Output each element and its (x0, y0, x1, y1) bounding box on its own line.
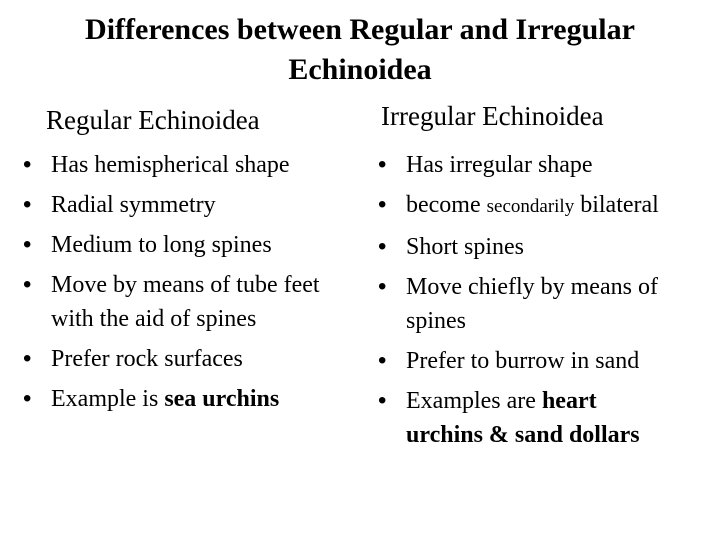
item-text: Has irregular shape (406, 152, 593, 178)
bullet-icon: • (378, 191, 387, 218)
item-text-continued: with the aid of spines (51, 306, 257, 332)
slide-title: Differences between Regular and Irregular Echinoidea (85, 13, 635, 86)
bullet-icon: • (23, 151, 32, 178)
irregular-item-movement (378, 267, 718, 341)
irregular-item-shape (378, 145, 718, 185)
regular-item-symmetry (23, 185, 373, 225)
bullet-icon: • (23, 345, 32, 372)
regular-item-shape (23, 145, 373, 185)
item-text: Radial symmetry (51, 192, 216, 218)
item-text: become (406, 192, 487, 218)
bullet-icon: • (378, 151, 387, 178)
item-text: Medium to long spines (51, 232, 272, 258)
irregular-heading: Irregular Echinoidea (381, 101, 604, 131)
item-text-end: bilateral (574, 192, 659, 218)
bullet-icon: • (23, 231, 32, 258)
item-text: Short spines (406, 234, 525, 260)
regular-item-example (23, 379, 373, 419)
item-text-bold-continued: urchins & sand dollars (406, 422, 640, 448)
irregular-item-habitat (378, 341, 718, 381)
regular-list (23, 145, 373, 419)
item-text-bold: heart (541, 388, 597, 414)
bullet-icon: • (378, 233, 387, 260)
item-text: Examples are (406, 388, 542, 414)
irregular-item-example (378, 381, 718, 455)
bullet-icon: • (23, 271, 32, 298)
item-text: Prefer rock surfaces (51, 346, 243, 372)
regular-item-movement (23, 265, 373, 339)
item-text: Has hemispherical shape (51, 152, 290, 178)
regular-item-habitat (23, 339, 373, 379)
bullet-icon: • (23, 385, 32, 412)
item-text: Example is (51, 386, 165, 412)
item-text: Move chiefly by means of (406, 274, 658, 300)
item-text: Move by means of tube feet (51, 272, 320, 298)
irregular-item-spines (378, 227, 718, 267)
item-text: Prefer to burrow in sand (406, 348, 640, 374)
bullet-icon: • (378, 387, 387, 414)
irregular-item-symmetry (378, 185, 718, 227)
regular-heading: Regular Echinoidea (46, 105, 260, 135)
bullet-icon: • (23, 191, 32, 218)
irregular-list (378, 145, 718, 455)
bullet-icon: • (378, 273, 387, 300)
item-text-bold: sea urchins (164, 386, 280, 412)
bullet-icon: • (378, 347, 387, 374)
item-text-continued: spines (406, 308, 466, 334)
item-text-small: secondarily (486, 196, 575, 217)
regular-item-spines (23, 225, 373, 265)
